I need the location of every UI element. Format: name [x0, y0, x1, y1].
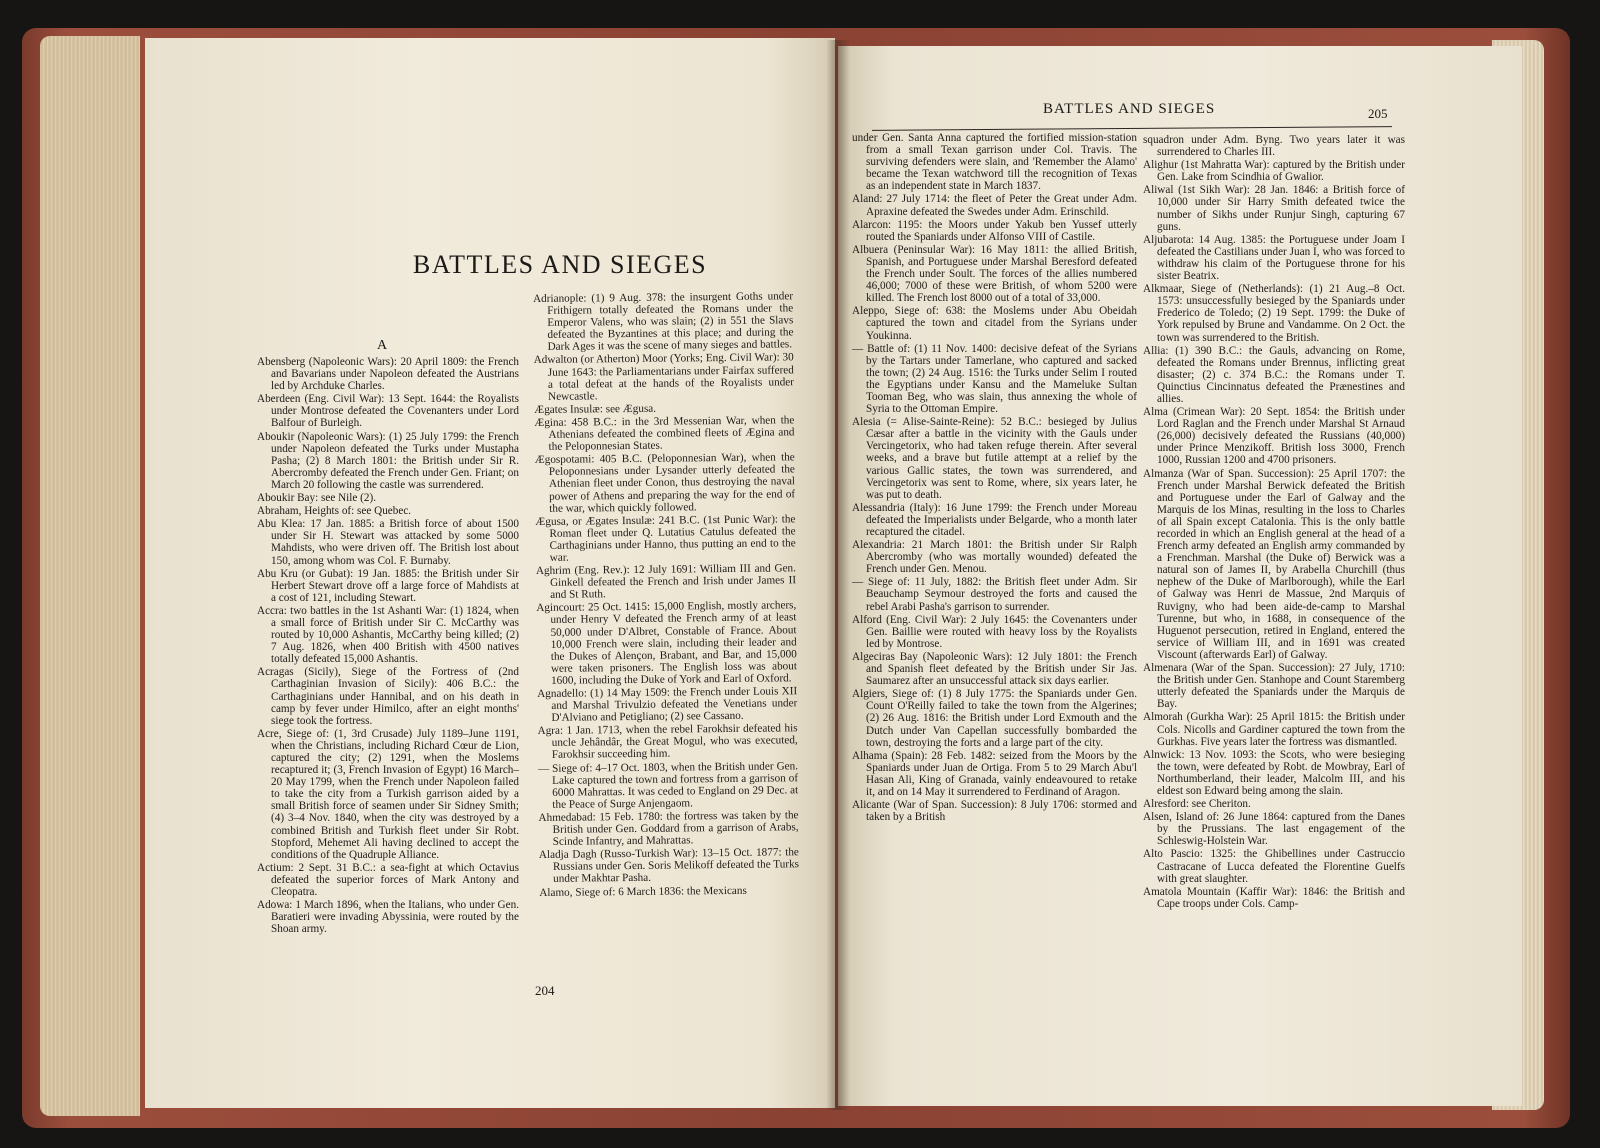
index-entry: Alighur (1st Mahratta War): captured by the British under Gen. Lake from Scindhia of Gwalior.: [1143, 159, 1405, 184]
chapter-title: BATTLES AND SIEGES: [412, 250, 708, 279]
index-entry: Ægospotami: 405 B.C. (Peloponnesian War), when the Peloponnesians under Lysander utterly defeated the Athenian fleet under Conon, thus destroying the naval power of Athens and preparing the way for the end of the war, which quickly followed.: [534, 451, 796, 515]
index-entry: Ahmedabad: 15 Feb. 1780: the fortress was taken by the British under Gen. Goddard from a garrison of Arabs, Scinde Infantry, and Mahrattas.: [538, 809, 799, 848]
index-entry: Aghrim (Eng. Rev.): 12 July 1691: William III and Gen. Ginkell defeated the French and Irish under James II and St Ruth.: [535, 562, 797, 602]
index-entry: Alkmaar, Siege of (Netherlands): (1) 21 Aug.–8 Oct. 1573: unsuccessfully besieged by the Spaniards under Frederico de Toledo; (2) 19 Sept. 1799: the Duke of York repulsed by Brune and Vandamme. On 2 Oct. the town was surrendered to the British.: [1143, 283, 1405, 344]
index-entry: Aberdeen (Eng. Civil War): 13 Sept. 1644: the Royalists under Montrose defeated the Covenanters under Lord Balfour of Burleigh.: [257, 393, 519, 430]
index-entry: Actium: 2 Sept. 31 B.C.: a sea-fight at which Octavius defeated the superior forces of Mark Antony and Cleopatra.: [257, 861, 519, 899]
index-entry: under Gen. Santa Anna captured the fortified mission-station from a small Texan garrison under Col. Travis. The surviving defenders were slain, and 'Remember the Alamo' became the Texan watchword till the recognition of Texas as an independent state in March 1837.: [852, 132, 1137, 193]
index-entry: Adowa: 1 March 1896, when the Italians, who under Gen. Baratieri were invading Abyssinia, were routed by the Shoan army.: [257, 899, 519, 936]
page-number-left: 204: [535, 983, 555, 998]
index-entry: Algeciras Bay (Napoleonic Wars): 12 July 1801: the French and Spanish fleet defeated by the British under Sir Jas. Saumarez after an unsuccessful attack six days earlier.: [852, 650, 1137, 688]
index-entry: Aleppo, Siege of: 638: the Moslems under Abu Obeidah captured the town and citadel from the Syrians under Youkinna.: [852, 305, 1137, 342]
index-entry: Alto Pascio: 1325: the Ghibellines under Castruccio Castracane of Lucca defeated the Florentine Guelfs with great slaughter.: [1143, 848, 1405, 885]
running-head: BATTLES AND SIEGES: [1043, 101, 1216, 117]
right-page-column-2: [1143, 134, 1405, 964]
index-entry: Aliwal (1st Sikh War): 28 Jan. 1846: a British force of 10,000 under Sir Harry Smith defeated twice the number of Sikhs under Runjur Singh, capturing 67 guns.: [1143, 184, 1405, 233]
left-page: [145, 38, 835, 1108]
index-entry: Abraham, Heights of: see Quebec.: [257, 505, 412, 518]
index-entry: Agnadello: (1) 14 May 1509: the French under Louis XII and Marshal Trivulzio defeated the Venetians under D'Alviano and Petigliano; (2) see Cassano.: [537, 685, 798, 725]
index-entry: — Battle of: (1) 11 Nov. 1400: decisive defeat of the Syrians by the Tartars under Tamerlane, who captured and sacked the town; (2) 24 Aug. 1516: the Turks under Selim I routed the Egyptians under Kansu and the Mameluke Sultan Tooman Beg, who was slain, thus annexing the whole of Syria to the Ottoman Empire.: [852, 342, 1137, 416]
index-entry: Alford (Eng. Civil War): 2 July 1645: the Covenanters under Gen. Baillie were routed with heavy loss by the Royalists led by Montrose.: [852, 613, 1137, 650]
index-entry: Abu Klea: 17 Jan. 1885: a British force of about 1500 under Sir H. Stewart was attacked by some 5000 Mahdists, who were driven off. The British lost about 150, among whom was Col. F. Burnaby.: [257, 518, 519, 567]
book-gutter: [826, 40, 850, 1110]
index-entry: Acre, Siege of: (1, 3rd Crusade) July 1189–June 1191, when the Christians, including Richard Cœur de Lion, captured the city; (2) 1291, when the Moslems recaptured it; (3, French Invasion of Egypt) 16 March–20 May 1799, when the French under Napoleon failed to take the city from a Turkish garrison aided by a small British force of seamen under Sir Sidney Smith; (4) 3–4 Nov. 1840, when the city was destroyed by a combined British and Turkish fleet under Sir Robt. Stopford, Mehemet Ali having declined to accept the conditions of the Quadruple Alliance.: [257, 727, 519, 861]
index-entry: Abu Kru (or Gubat): 19 Jan. 1885: the British under Sir Herbert Stewart drove off a large force of Mahdists at a cost of 121, including Stewart.: [257, 567, 519, 604]
index-entry: Agra: 1 Jan. 1713, when the rebel Farokhsir defeated his uncle Jehândâr, the Great Mogul, who was executed, Farokhsir succeeding him.: [537, 722, 798, 762]
index-entry: Aljubarota: 14 Aug. 1385: the Portuguese under Joam I defeated the Castilians under Juan I, who was forced to withdraw his claim of the Portuguese throne for his sister Beatrix.: [1143, 233, 1405, 283]
index-entry: Albuera (Peninsular War): 16 May 1811: the allied British, Spanish, and Portuguese under Marshal Beresford defeated the French under Soult. The forces of the allies numbered 46,000; 7000 of these were British, of whom 5200 were killed. The French lost 8000 out of a total of 33,000.: [852, 243, 1137, 305]
index-entry: Accra: two battles in the 1st Ashanti War: (1) 1824, when a small force of British under Sir C. McCarthy was routed by 10,000 Ashantis, McCarthy being killed; (2) 7 Aug. 1826, when 400 British with 4500 natives totally defeated 15,000 Ashantis.: [257, 604, 519, 666]
left-page-column-1: [257, 356, 519, 1016]
index-entry: Aboukir Bay: see Nile (2).: [257, 492, 376, 505]
index-entry: Alsen, Island of: 26 June 1864: captured from the Danes by the Prussians. The last engagement of the Schleswig-Holstein War.: [1143, 811, 1405, 848]
index-entry: squadron under Adm. Byng. Two years later it was surrendered to Charles III.: [1143, 134, 1405, 159]
index-entry: Aland: 27 July 1714: the fleet of Peter the Great under Adm. Apraxine defeated the Swedes under Adm. Erinschild.: [852, 193, 1137, 218]
index-entry: Algiers, Siege of: (1) 8 July 1775: the Spaniards under Gen. Count O'Reilly failed to take the town from the Algerines; (2) 26 Aug. 1816: the British under Lord Exmouth and the Dutch under Van Capellan successfully bombarded the town, destroying the forts and a large part of the city.: [852, 688, 1137, 749]
index-entry: Aladja Dagh (Russo-Turkish War): 13–15 Oct. 1877: the Russians under Gen. Soris Melikoff defeated the Turks under Makhtar Pasha.: [538, 846, 800, 886]
index-entry: Alicante (War of Span. Succession): 8 July 1706: stormed and taken by a British: [852, 799, 1137, 824]
index-entry: Alnwick: 13 Nov. 1093: the Scots, who were besieging the town, were defeated by Robt. de Mowbray, Earl of Northumberland, their leader, Malcolm III, and his eldest son Edward being among the slain.: [1143, 748, 1405, 797]
index-entry: Alesia (= Alise-Sainte-Reine): 52 B.C.: besieged by Julius Cæsar after a battle in the vicinity with the Gauls under Vercingetorix, who had taken refuge therein. After several weeks, and a brave but futile attempt at a relief by the various Gallic states, the town was surrendered, and Vercingetorix was sent to Rome, where, six years later, he was put to death.: [852, 416, 1137, 501]
index-entry: Acragas (Sicily), Siege of the Fortress of (2nd Carthaginian Invasion of Sicily): 406 B.C.: the Carthaginians under Hannibal, and on his death in camp by fever under Himilco, after an eight months' siege took the fortress.: [257, 666, 519, 727]
index-entry: Almorah (Gurkha War): 25 April 1815: the British under Cols. Nicolls and Gardiner captured the town from the Gurkhas. Five years later the fortress was dismantled.: [1143, 711, 1405, 748]
left-page-column-2: [533, 290, 801, 1023]
index-entry: Alma (Crimean War): 20 Sept. 1854: the British under Lord Raglan and the French under Marshal St Arnaud (26,000) decisively defeated the Russians (40,000) under Prince Menzikoff. British loss 3000, French 1000, Russian 1200 and 4700 prisoners.: [1143, 406, 1405, 467]
index-entry: Alamo, Siege of: 6 March 1836: the Mexicans: [539, 884, 747, 899]
index-entry: Ægina: 458 B.C.: in the 3rd Messenian War, when the Athenians defeated the combined fleets of Ægina and the Peloponnesian States.: [534, 414, 795, 453]
index-entry: Allia: (1) 390 B.C.: the Gauls, advancing on Rome, defeated the Romans under Brennus, inflicting great disaster; (2) c. 374 B.C.: the Romans under T. Quinctius Cincinnatus defeated the Prænestines and allies.: [1143, 344, 1405, 405]
index-entry: Aboukir (Napoleonic Wars): (1) 25 July 1799: the French under Napoleon defeated the Turks under Mustapha Pasha; (2) 8 March 1801: the British under Sir R. Abercromby defeated the French under Gen. Friant; on March 20 following the castle was surrendered.: [257, 430, 519, 491]
index-entry: Alessandria (Italy): 16 June 1799: the French under Moreau defeated the Imperialists under Belgarde, who a month later recaptured the citadel.: [852, 501, 1137, 538]
index-entry: Agincourt: 25 Oct. 1415: 15,000 English, mostly archers, under Henry V defeated the French army of at least 50,000 under D'Albret, Constable of France. About 10,000 French were slain, including their leader and the Dukes of Alençon, Brabant, and Bar, and 15,000 were taken prisoners. The English loss was about 1600, including the Duke of York and Earl of Oxford.: [536, 599, 797, 687]
index-entry: Amatola Mountain (Kaffir War): 1846: the British and Cape troops under Cols. Camp-: [1143, 885, 1405, 910]
right-page-column-1: [852, 132, 1137, 972]
index-entry: Alresford: see Cheriton.: [1143, 798, 1251, 811]
section-letter: A: [377, 338, 388, 353]
page-edges-left: [40, 36, 140, 1116]
index-entry: — Siege of: 11 July, 1882: the British fleet under Adm. Sir Beauchamp Seymour destroyed the forts and caused the rebel Arabi Pasha's garrison to surrender.: [852, 576, 1137, 613]
index-entry: Almenara (War of the Span. Succession): 27 July, 1710: the British under Gen. Stanhope and Count Staremberg utterly defeated the Spaniards under the Marquis de Bay.: [1143, 662, 1405, 711]
index-entry: Almanza (War of Span. Succession): 25 April 1707: the French under Marshal Berwick defeated the British and Portuguese under the Earl of Galway and the Marquis de los Minas, resulting in the loss to Charles of all Spain except Catalonia. This is the only battle recorded in which an English general at the head of a French army defeated an English army commanded by a Frenchman. Marshal (the Duke of) Berwick was a natural son of James II, by Arabella Churchill (thus nephew of the Duke of Marlborough), while the Earl of Galway was Henri de Massue, 2nd Marquis of Ruvigny, who had been aide-de-camp to Marshal Turenne, but who, in 1688, in consequence of the Huguenot persecution, retired in England, entered the service of William III, and in 1691 was created Viscount (afterwards Earl) of Galway.: [1143, 467, 1405, 661]
index-entry: Alarcon: 1195: the Moors under Yakub ben Yussef utterly routed the Spaniards under Alfonso VIII of Castile.: [852, 218, 1137, 243]
index-entry: Adwalton (or Atherton) Moor (Yorks; Eng. Civil War): 30 June 1643: the Parliamentarians under Fairfax suffered a total defeat at the hands of the Royalists under Newcastle.: [533, 351, 795, 403]
index-entry: — Siege of: 4–17 Oct. 1803, when the British under Gen. Lake captured the town and fortress from a garrison of 6000 Mahrattas. It was ceded to England on 29 Dec. at the Peace of Surge Anjengaom.: [537, 759, 799, 811]
page-number-right: 205: [1368, 106, 1388, 121]
right-page: [838, 46, 1522, 1106]
index-entry: Alexandria: 21 March 1801: the British under Sir Ralph Abercromby (who was mortally wounded) defeated the French under Gen. Menou.: [852, 539, 1137, 576]
index-entry: Ægusa, or Ægates Insulæ: 241 B.C. (1st Punic War): the Roman fleet under Q. Lutatius Catulus defeated the Carthaginians under Hanno, thus putting an end to the war.: [535, 512, 796, 564]
index-entry: Adrianople: (1) 9 Aug. 378: the insurgent Goths under Frithigern totally defeated the Romans under the Emperor Valens, who was slain; (2) in 551 the Slavs defeated the Byzantines at this place; and during the Dark Ages it was the scene of many sieges and battles.: [533, 290, 794, 354]
header-rule: [872, 126, 1392, 131]
index-entry: Alhama (Spain): 28 Feb. 1482: seized from the Moors by the Spaniards under Juan de Ortiga. From 5 to 29 March Abu'l Hasan Ali, King of Granada, vainly endeavoured to retake it, and on 14 May it surrendered to Ferdinand of Aragon.: [852, 749, 1137, 798]
index-entry: Ægates Insulæ: see Ægusa.: [534, 402, 657, 416]
index-entry: Abensberg (Napoleonic Wars): 20 April 1809: the French and Bavarians under Napoleon defeated the Austrians led by Archduke Charles.: [257, 356, 519, 393]
